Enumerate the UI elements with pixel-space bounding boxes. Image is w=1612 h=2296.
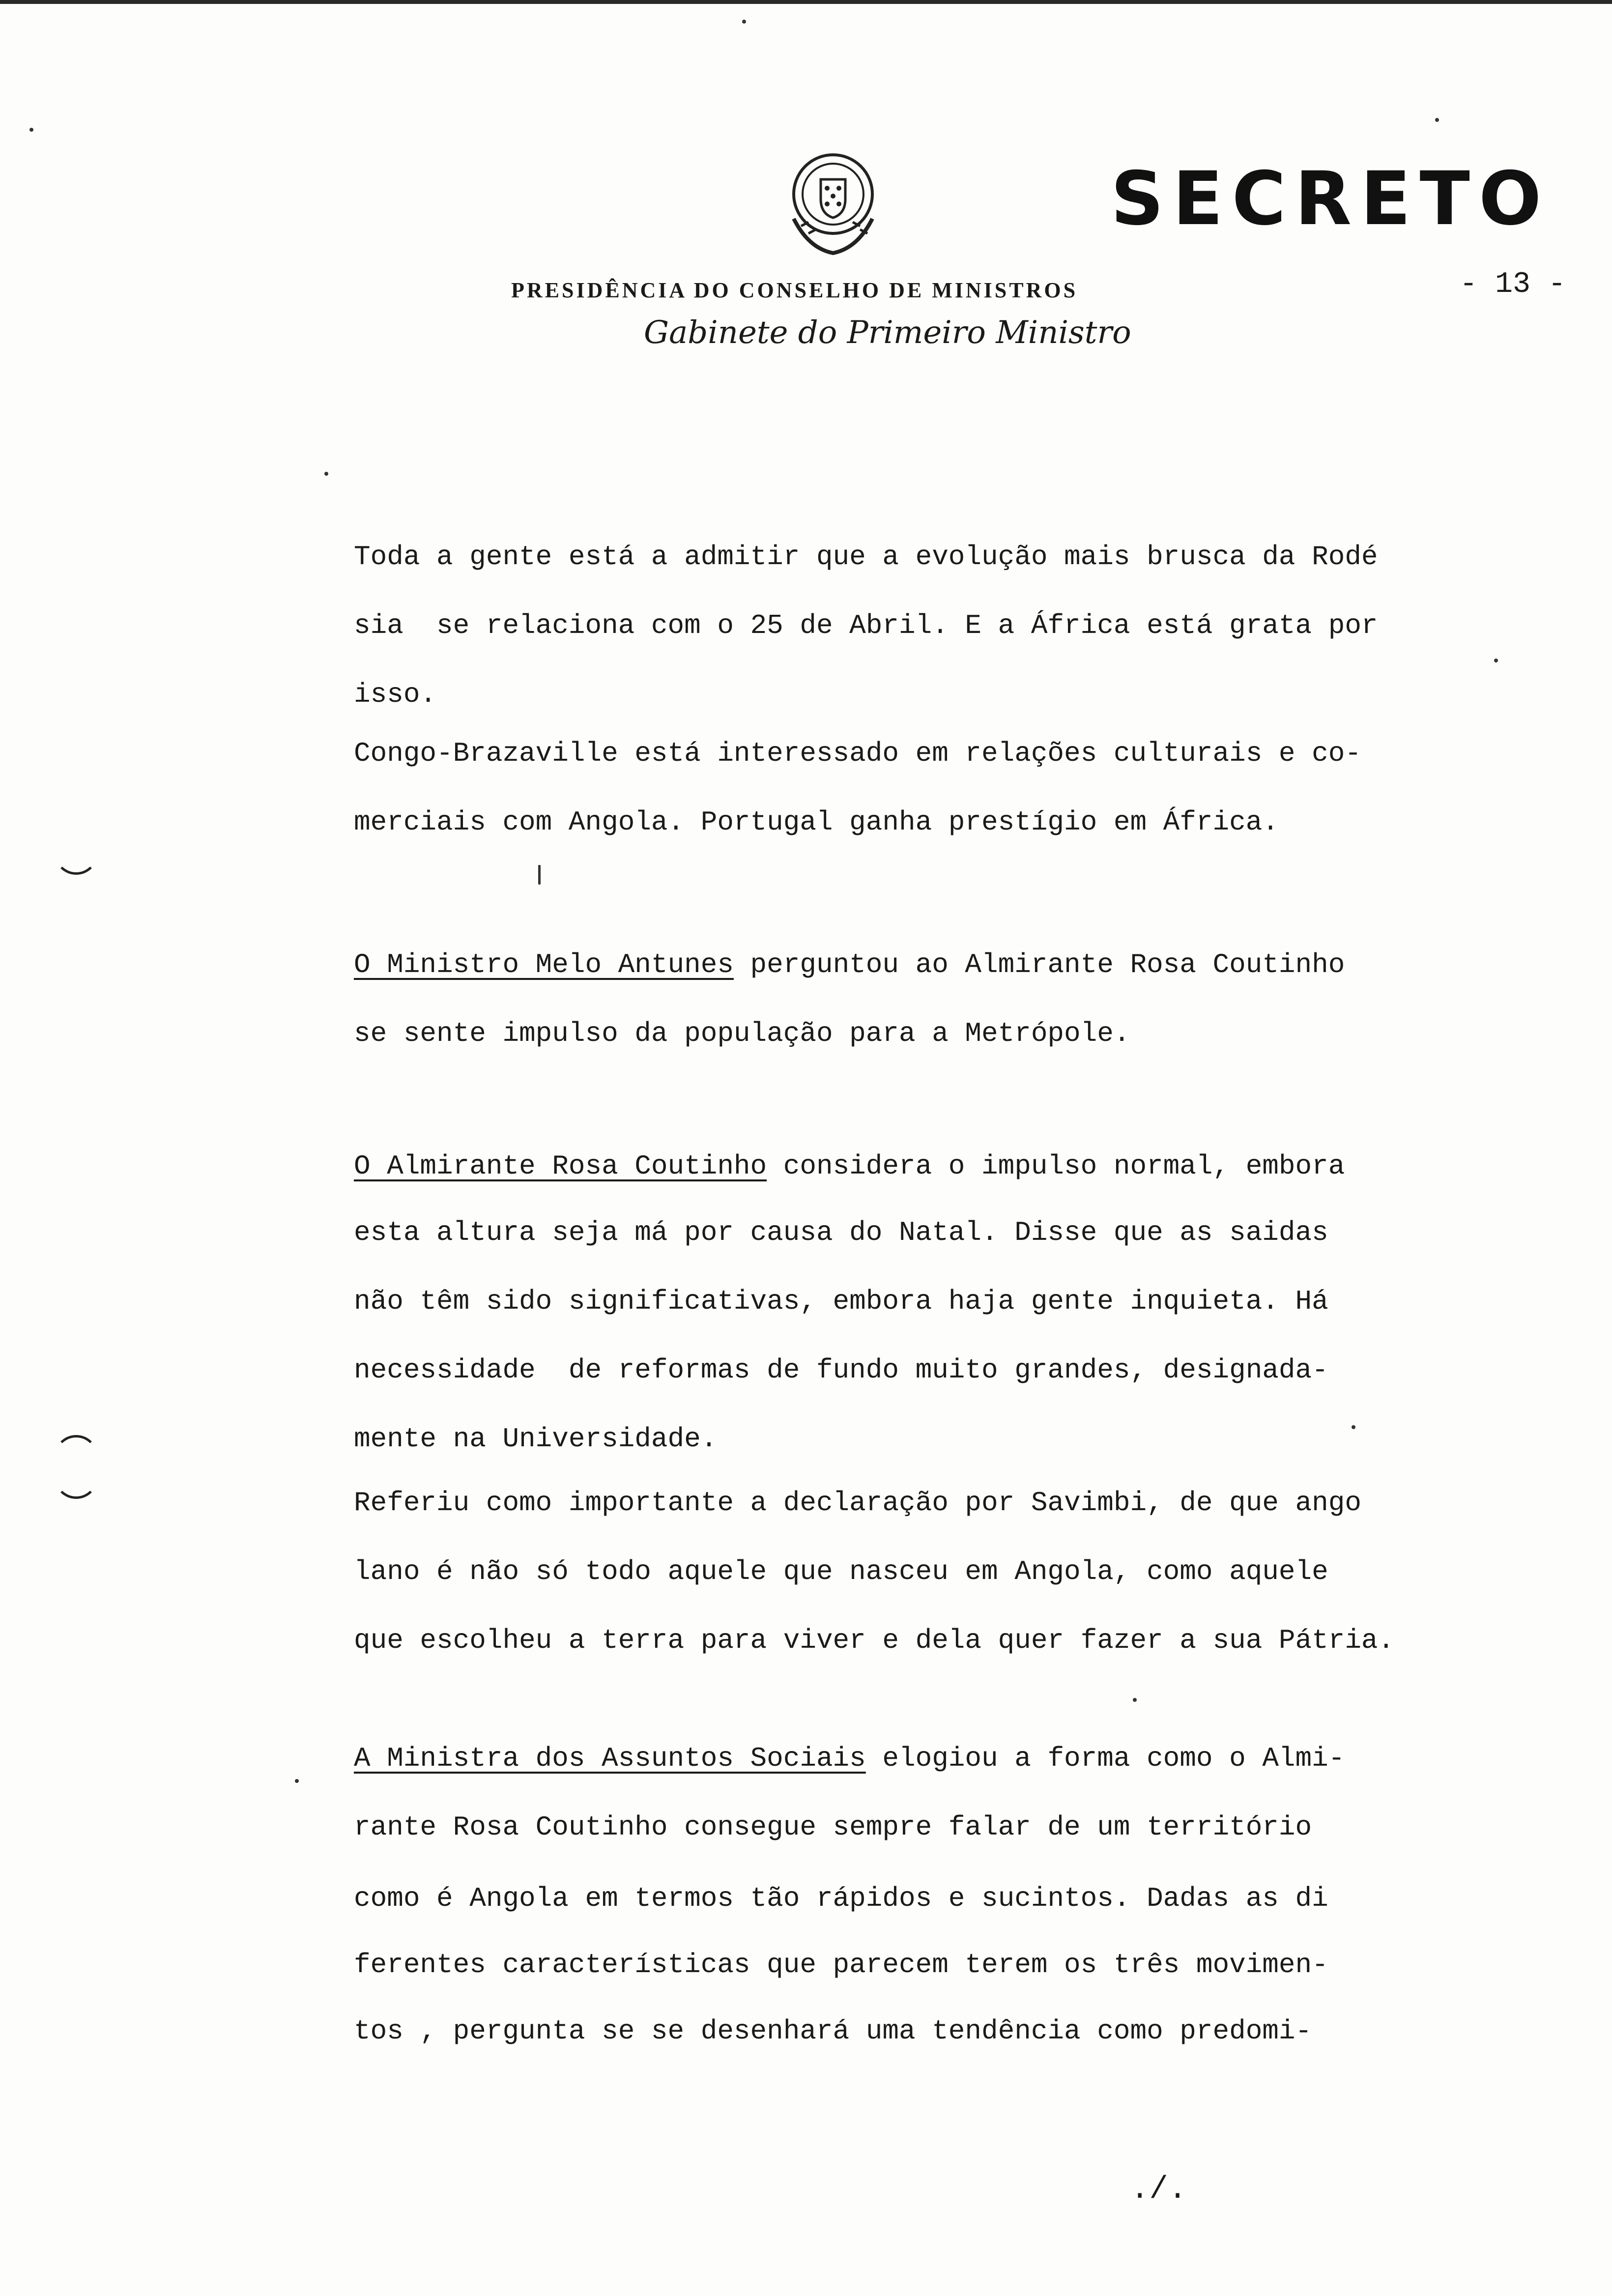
paragraph-4 <box>354 1743 1345 2047</box>
cabinet-subheading: Gabinete do Primeiro Ministro <box>644 315 1131 351</box>
top-border-line <box>0 0 1612 4</box>
text-line: Toda a gente está a admitir que a evolução mais brusca da Rodé <box>354 541 1378 573</box>
text-line: tos , pergunta se se desenhará uma tendência como predomi- <box>354 2015 1312 2047</box>
text-line <box>354 1152 1345 1180</box>
scan-speck <box>538 865 541 885</box>
text-run: elogiou a forma como o Almi- <box>865 1743 1345 1774</box>
text-line: Congo-Brazaville está interessado em relações culturais e co- <box>354 738 1361 769</box>
text-run: considera o impulso normal, embora <box>767 1150 1345 1182</box>
scan-speck <box>1133 1698 1137 1702</box>
text-line <box>354 1745 1345 1772</box>
text-line: merciais com Angola. Portugal ganha prestígio em África. <box>354 806 1279 838</box>
coat-of-arms-seal <box>774 145 892 263</box>
scan-speck <box>1352 1425 1355 1429</box>
scan-speck <box>1494 659 1498 662</box>
classification-stamp: SECRETO <box>1111 156 1551 242</box>
scan-speck <box>1435 118 1439 122</box>
text-line: isso. <box>354 679 437 710</box>
scan-speck <box>742 20 746 24</box>
speaker-name: O Almirante Rosa Coutinho <box>354 1150 767 1182</box>
page-number: - 13 - <box>1460 268 1566 301</box>
margin-bracket-mark <box>54 835 98 875</box>
scan-speck <box>29 128 33 132</box>
text-line: que escolheu a terra para viver e dela quer fazer a sua Pátria. <box>354 1625 1395 1656</box>
text-run: perguntou ao Almirante Rosa Coutinho <box>733 949 1345 980</box>
scan-speck <box>295 1779 299 1783</box>
speaker-name: O Ministro Melo Antunes <box>354 949 734 980</box>
text-line: ferentes características que parecem terem os três movimen- <box>354 1949 1328 1980</box>
margin-bracket-mark <box>54 1435 98 1469</box>
text-line: rante Rosa Coutinho consegue sempre falar de um território <box>354 1811 1312 1843</box>
speaker-name: A Ministra dos Assuntos Sociais <box>354 1743 866 1774</box>
text-line: lano é não só todo aquele que nasceu em Angola, como aquele <box>354 1556 1328 1587</box>
text-line <box>354 951 1345 978</box>
text-line: esta altura seja má por causa do Natal. Disse que as saidas <box>354 1217 1328 1248</box>
paragraph-1 <box>354 541 1378 838</box>
text-line: não têm sido significativas, embora haja gente inquieta. Há <box>354 1286 1328 1317</box>
continuation-mark: ./. <box>1130 2172 1187 2208</box>
paragraph-2 <box>354 949 1345 1061</box>
text-line: sia se relaciona com o 25 de Abril. E a África está grata por <box>354 610 1378 641</box>
text-line: Referiu como importante a declaração por Savimbi, de que ango <box>354 1487 1361 1519</box>
text-line: se sente impulso da população para a Metrópole. <box>354 1018 1130 1049</box>
text-line: mente na Universidade. <box>354 1423 718 1455</box>
paragraph-3 <box>354 1150 1395 1656</box>
text-line: necessidade de reformas de fundo muito grandes, designada- <box>354 1354 1328 1386</box>
scan-speck <box>324 472 328 476</box>
institution-heading: PRESIDÊNCIA DO CONSELHO DE MINISTROS <box>511 278 1078 302</box>
text-line: como é Angola em termos tão rápidos e sucintos. Dadas as di <box>354 1883 1328 1914</box>
